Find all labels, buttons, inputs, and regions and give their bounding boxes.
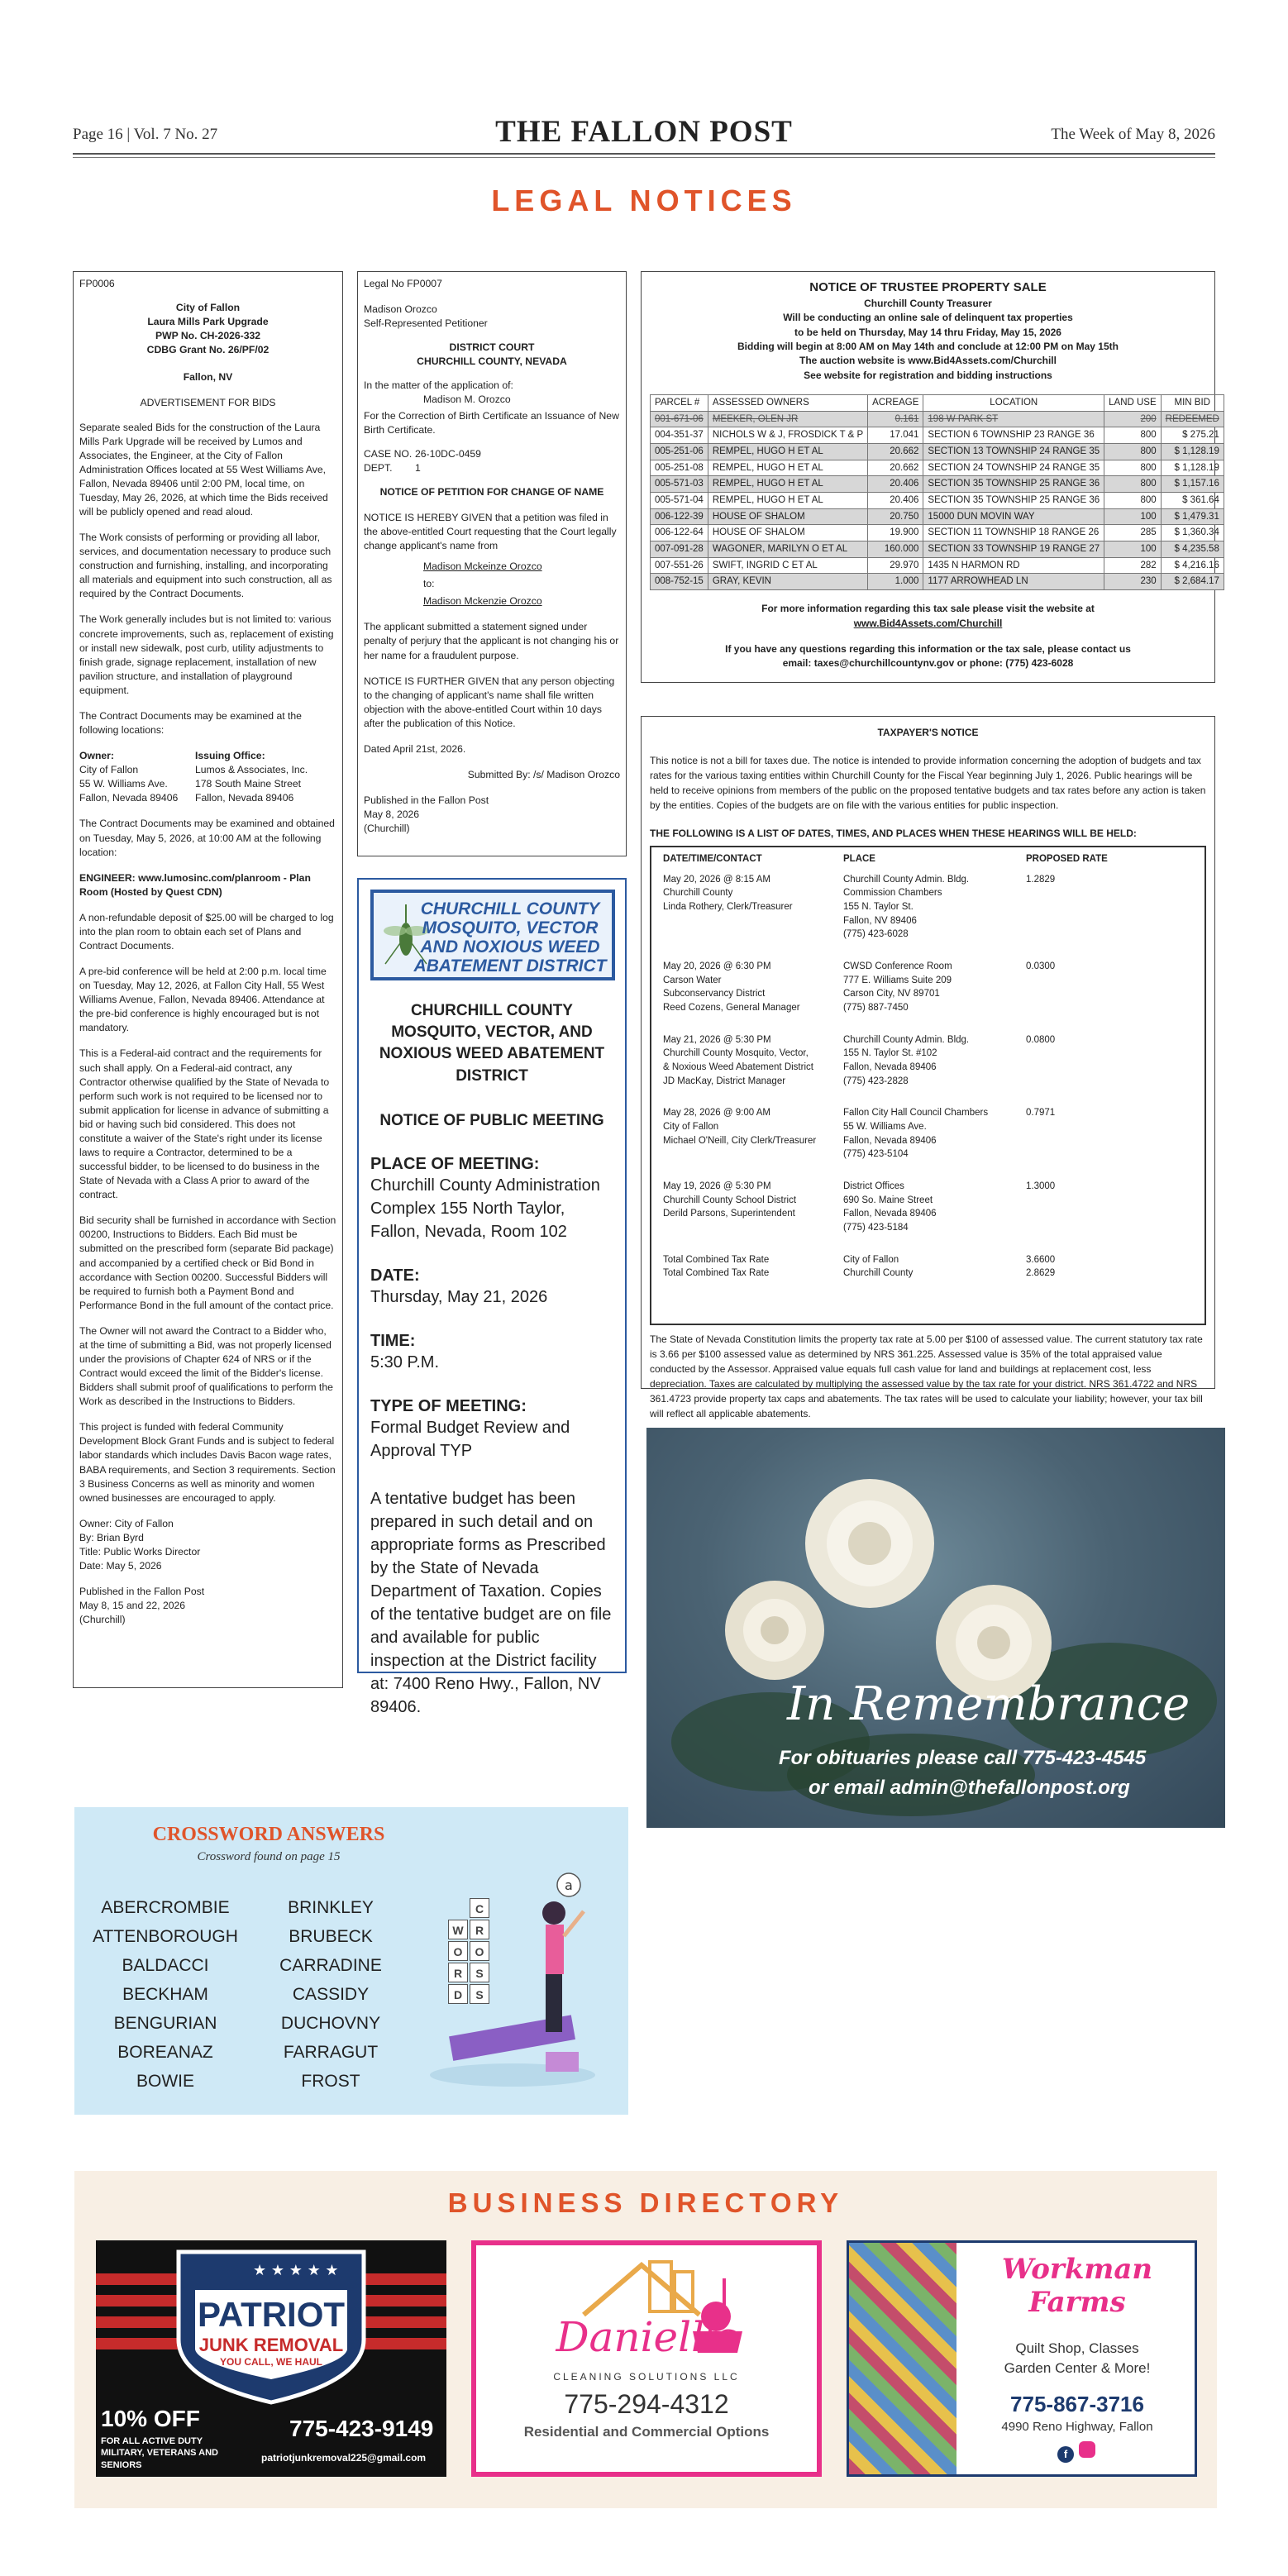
table-cell: 006-122-39 (651, 508, 708, 525)
signature-line: Date: May 5, 2026 (79, 1560, 162, 1572)
table-cell: $ 1,157.16 (1161, 476, 1224, 493)
logo-line: MOSQUITO, VECTOR (422, 918, 599, 937)
daniells-cleaning-ad[interactable] (471, 2240, 822, 2477)
patriot-discount-terms: FOR ALL ACTIVE DUTY MILITARY, VETERANS AND SENIORS (101, 2436, 218, 2470)
letter-tile: O (470, 1941, 489, 1961)
submitted-by: Submitted By: /s/ Madison Orozco (467, 769, 620, 781)
answers-column-1 (91, 1893, 240, 2096)
petitioner-name: Madison Orozco (364, 303, 437, 316)
case-value: 26-10DC-0459 (415, 447, 481, 460)
table-cell: 1177 ARROWHEAD LN (923, 574, 1104, 590)
title-line: Laura Mills Park Upgrade (147, 316, 269, 328)
table-cell: 200 (1104, 411, 1162, 427)
from-name: Madison Mckeinze Orozco (423, 561, 542, 573)
hearing-cell: May 19, 2026 @ 5:30 PM Churchill County School District Derild Parsons, Superintendent (663, 1181, 797, 1219)
table-cell: 285 (1104, 525, 1162, 541)
letter-tile: S (470, 1963, 489, 1982)
hearing-cell: 1.2829 (1026, 874, 1056, 885)
table-cell: 800 (1104, 444, 1162, 460)
table-row (651, 444, 1224, 460)
table-row (651, 557, 1224, 574)
answer-word: BALDACCI (122, 1956, 209, 1975)
table-header-row (651, 395, 1224, 412)
time-label: TIME: (370, 1331, 416, 1350)
total-rate-cell: 2.8629 (1026, 1268, 1056, 1279)
table-cell: 005-571-03 (651, 476, 708, 493)
paragraph: This project is funded with federal Community Development Block Grant Funds and is subject to federal labor standards which includes Davis Bacon wage rates, BABA requirements, and Section 3 requirements. Section 3 Business Concerns as well as minority and women owned businesses are encouraged to apply. (79, 1421, 336, 1504)
paragraph: Bid security shall be furnished in accordance with Section 00200, Instructions to Bidders. Each Bid must be submitted on the prescribed form (separate Bid package) and accompanied by a certified check or Bid Bond in accordance with Section 00200. Successful Bidders will be required to furnish both a Payment Bond and Performance Bond in the full amount of the contact price. (79, 1214, 336, 1311)
table-cell: 15000 DUN MOVIN WAY (923, 508, 1104, 525)
applicant-name: Madison M. Orozco (423, 394, 511, 406)
table-row (651, 574, 1224, 590)
column-header: PROPOSED RATE (1026, 854, 1108, 864)
hearing-cell: Fallon City Hall Council Chambers 55 W. Williams Ave. Fallon, Nevada 89406 (775) 423-5104 (843, 1108, 989, 1160)
date-value: Thursday, May 21, 2026 (370, 1287, 548, 1306)
answer-word: ATTENBOROUGH (93, 1927, 238, 1946)
table-cell: WAGONER, MARILYN O ET AL (708, 541, 867, 558)
table-cell: $ 275.21 (1161, 427, 1224, 444)
table-cell: 100 (1104, 541, 1162, 558)
hearing-cell: May 20, 2026 @ 6:30 PM Carson Water Subconservancy District Reed Cozens, General Manager (663, 961, 800, 1014)
header-rule-thin (73, 157, 1215, 158)
table-cell: 005-251-08 (651, 460, 708, 476)
answer-word: FARRAGUT (283, 2043, 379, 2062)
hearing-cell: 0.0300 (1026, 961, 1056, 972)
place-value: Churchill County Administration Complex 155 North Taylor, Fallon, Nevada, Room 102 (370, 1176, 600, 1241)
owner-label: Owner: (79, 750, 114, 762)
notice-text: NOTICE IS HEREBY GIVEN that a petition was filed in the above-entitled Court requesting that the Court legally change applicant's name from (364, 511, 617, 552)
court-name: DISTRICT COURT (449, 341, 535, 354)
column-header: DATE/TIME/CONTACT (663, 854, 762, 864)
table-row (651, 411, 1224, 427)
table-cell: 19.900 (868, 525, 923, 541)
obituary-phone-line: For obituaries please call 775-423-4545 (779, 1747, 1147, 1769)
notice-title-block (79, 301, 336, 357)
column-header: LAND USE (1104, 395, 1162, 412)
matter-line: In the matter of the application of: (364, 379, 513, 392)
signature-line: Owner: City of Fallon (79, 1517, 174, 1529)
table-cell: 100 (1104, 508, 1162, 525)
answer-word: BRINKLEY (288, 1898, 374, 1917)
patriot-phone: 775-423-9149 (289, 2416, 434, 2441)
table-cell: REMPEL, HUGO H ET AL (708, 460, 867, 476)
table-cell: 282 (1104, 557, 1162, 574)
trustee-line: to be held on Thursday, May 14 thru Friday, May 15, 2026 (794, 326, 1061, 338)
paragraph: This is a Federal-aid contract and the requirements for such shall apply. On a Federal-aid contract, any Contractor otherwise qualified by the State of Nevada to perform such work is not required to be licensed nor to submit application for license in advance of submitting a bid or having such bid considered. This does not constitute a waiver of the State's right under its license laws to require a Contractor, determined to be a successful bidder, to be licensed to do business in the State of Nevada with a Class A prior to award of the contract. (79, 1047, 330, 1201)
owner-block (79, 749, 195, 805)
table-cell: 198 W PARK ST (923, 411, 1104, 427)
table-row (651, 476, 1224, 493)
letter-tile: O (448, 1941, 468, 1961)
letter-tile: R (470, 1920, 489, 1939)
hearings-table (650, 846, 1206, 1325)
facebook-icon[interactable]: f (1057, 2446, 1074, 2463)
table-row (651, 525, 1224, 541)
dept-value: 1 (415, 461, 421, 474)
table-cell: 20.406 (868, 493, 923, 509)
total-rate-cell: Total Combined Tax Rate (663, 1254, 770, 1265)
patriot-discount: 10% OFF (101, 2406, 200, 2431)
issuing-line: Fallon, Nevada 89406 (195, 792, 294, 804)
table-cell: 20.406 (868, 476, 923, 493)
budget-text: A tentative budget has been prepared in such detail and on appropriate forms as Prescribed by the State of Nevada Department of Taxation. Copies of the tentative budget are on file and available for public inspection at the District facility at: 7400 Reno Hwy., Fallon, NV 89406. (370, 1489, 612, 1716)
answer-word: BENGURIAN (113, 2014, 217, 2033)
table-cell: 160.000 (868, 541, 923, 558)
name-from (364, 560, 620, 574)
workman-farms-ad[interactable] (847, 2240, 1197, 2477)
table-cell: 20.662 (868, 460, 923, 476)
title-line: City of Fallon (175, 302, 241, 314)
table-cell: NICHOLS W & J, FROSDICK T & P (708, 427, 867, 444)
answer-word: FROST (301, 2072, 360, 2091)
advertisement-heading: ADVERTISEMENT FOR BIDS (140, 397, 276, 409)
quilt-garden-photo (849, 2243, 956, 2474)
column-header: MIN BID (1161, 395, 1224, 412)
answer-word: CASSIDY (292, 1985, 370, 2004)
table-cell: 29.970 (868, 557, 923, 574)
table-cell: 004-351-37 (651, 427, 708, 444)
workman-address: 4990 Reno Highway, Fallon (1001, 2420, 1153, 2434)
trustee-title: NOTICE OF TRUSTEE PROPERTY SALE (809, 280, 1047, 294)
paragraph: The Contract Documents may be examined at the following locations: (79, 709, 302, 737)
taxpayer-title: TAXPAYER'S NOTICE (877, 727, 979, 738)
answer-word: ABERCROMBIE (101, 1898, 230, 1917)
publication-block (79, 1585, 336, 1627)
patriot-tagline: YOU CALL, WE HAUL (220, 2356, 322, 2368)
type-value: Formal Budget Review and Approval TYP (370, 1418, 570, 1460)
trustee-sub: Churchill County Treasurer (864, 297, 992, 309)
notice-title: NOTICE OF PETITION FOR CHANGE OF NAME (379, 485, 604, 498)
case-number-row (364, 447, 620, 461)
hearing-row (663, 1033, 1193, 1089)
name-to (364, 594, 620, 608)
in-remembrance-ad (646, 1428, 1225, 1828)
table-cell: 006-122-64 (651, 525, 708, 541)
workman-name: Workman (1001, 2253, 1153, 2286)
answer-word: BRUBECK (289, 1927, 373, 1946)
answer-word: CARRADINE (279, 1956, 382, 1975)
further-notice: NOTICE IS FURTHER GIVEN that any person objecting to the changing of applicant's name shall file written objection with the above-entitled Court within 10 days after the publication of this Notice. (364, 675, 615, 729)
hearings-header-row (663, 852, 1193, 866)
table-cell: 20.662 (868, 444, 923, 460)
table-cell: SECTION 24 TOWNSHIP 24 RANGE 35 (923, 460, 1104, 476)
daniells-description: Residential and Commercial Options (523, 2424, 770, 2440)
table-cell: SECTION 11 TOWNSHIP 18 RANGE 26 (923, 525, 1104, 541)
paragraph: The Owner will not award the Contract to a Bidder who, at the time of submitting a Bid, was not properly licensed under the provisions of Chapter 624 of NRS or if the Contract would exceed the limit of the Bidder's license. Bidders shall submit proof of qualifications to perform the Work as described in the Instructions to Bidders. (79, 1324, 333, 1408)
patriot-subname: JUNK REMOVAL (198, 2335, 344, 2355)
table-cell: 1435 N HARMON RD (923, 557, 1104, 574)
table-row (651, 493, 1224, 509)
business-directory (74, 2171, 1217, 2508)
publication-line: May 8, 15 and 22, 2026 (79, 1600, 186, 1612)
table-row (651, 460, 1224, 476)
table-row (651, 427, 1224, 444)
more-info-line: For more information regarding this tax sale please visit the website at (761, 603, 1095, 615)
total-rate-row (663, 1267, 1193, 1281)
table-cell: 001-671-06 (651, 411, 708, 427)
signature-block (79, 1517, 336, 1573)
trustee-line: Bidding will begin at 8:00 AM on May 14th and conclude at 12:00 PM on May 15th (737, 340, 1119, 352)
legal-notice-fp0007 (357, 271, 627, 856)
total-rate-cell: 3.6600 (1026, 1254, 1056, 1265)
workman-name-2: Farms (1028, 2286, 1126, 2319)
total-rate-row (663, 1253, 1193, 1267)
notice-place: Fallon, NV (183, 371, 233, 384)
section-title-legal-notices: LEGAL NOTICES (491, 184, 797, 217)
daniells-phone: 775-294-4312 (564, 2389, 729, 2419)
social-icons (1057, 2441, 1095, 2463)
notice-heading: NOTICE OF PUBLIC MEETING (379, 1111, 604, 1129)
table-cell: 800 (1104, 493, 1162, 509)
table-cell: $ 1,360.34 (1161, 525, 1224, 541)
table-cell: $ 2,684.17 (1161, 574, 1224, 590)
remembrance-title: In Remembrance (787, 1677, 1190, 1731)
trustee-line: The auction website is www.Bid4Assets.com/Churchill (799, 355, 1057, 367)
place-label: PLACE OF MEETING: (370, 1154, 540, 1173)
legal-notice-fp0006 (73, 271, 343, 1688)
table-cell: $ 1,128.19 (1161, 444, 1224, 460)
answer-word: BECKHAM (122, 1985, 208, 2004)
tax-rate-explanation: The State of Nevada Constitution limits the property tax rate at 5.00 per $100 of assessed value. The current statutory tax rate is 3.66 per $100 assessed value as determined by NRS 361.225. Assessed value is 35% of the total appraised value conducted by the Assessor. Appraised value equals full cash value for land and buildings at replacement cost, less depreciation. Taxes are calculated by multiplying the assessed value by the tax rate for your district. NRS 361.4722 and NRS 361.4723 provide property tax caps and abatements. The tax rates will be used to calculate your liability; however, your tax bill will reflect all applicable abatements. (650, 1333, 1203, 1419)
hearing-cell: 0.7971 (1026, 1108, 1056, 1119)
publication-line: Published in the Fallon Post (364, 794, 489, 807)
table-cell: REMPEL, HUGO H ET AL (708, 444, 867, 460)
crossword-answers (74, 1807, 628, 2115)
hearing-cell: 0.0800 (1026, 1034, 1056, 1045)
table-cell: HOUSE OF SHALOM (708, 525, 867, 541)
trustee-sale-notice (641, 271, 1219, 683)
paragraph: Separate sealed Bids for the construction of the Laura Mills Park Upgrade will be received by Lumos and Associates, the Engineer, at the City of Fallon Administration Offices located at 55 West Williams Ave, Fallon, Nevada 89406 until 2:00 PM, local time, on Tuesday, May 26, 2026, at which time the Bids received will be publicly opened and read aloud. (79, 421, 328, 518)
table-cell: $ 4,235.58 (1161, 541, 1224, 558)
hearing-cell: Churchill County Admin. Bldg. Commission Chambers 155 N. Taylor St. Fallon, NV 89406 (775) 423-6028 (843, 874, 970, 940)
table-cell: 008-752-15 (651, 574, 708, 590)
dated: Dated April 21st, 2026. (364, 742, 466, 755)
table-cell: MEEKER, OLEN JR (708, 411, 867, 427)
table-cell: 800 (1104, 460, 1162, 476)
obituary-email-line: or email admin@thefallonpost.org (809, 1777, 1130, 1799)
hearing-row (663, 1180, 1193, 1235)
issuing-block (195, 749, 308, 805)
logo-line: CHURCHILL COUNTY (420, 899, 600, 918)
instagram-icon[interactable] (1079, 2441, 1095, 2458)
table-cell: 800 (1104, 427, 1162, 444)
column-header: ASSESSED OWNERS (708, 395, 867, 412)
letter-tile: D (448, 1984, 468, 2004)
table-cell: 800 (1104, 476, 1162, 493)
hearing-cell: 1.3000 (1026, 1181, 1056, 1192)
header-rule (73, 153, 1215, 155)
mosquito-district-notice (357, 878, 627, 1716)
letter-tile: R (448, 1963, 468, 1982)
patriot-email: patriotjunkremoval225@gmail.com (261, 2452, 427, 2464)
letter-tile: C (470, 1898, 489, 1918)
contact-locations (79, 749, 336, 805)
contact-line: email: taxes@churchillcountynv.gov or phone: (775) 423-6028 (782, 657, 1074, 670)
workman-description-2: Garden Center & More! (1004, 2360, 1151, 2376)
daniells-name: Daniell's (556, 2313, 737, 2361)
signature-line: By: Brian Byrd (79, 1531, 144, 1543)
publication-line: Published in the Fallon Post (79, 1586, 205, 1598)
publication-line: (Churchill) (79, 1614, 126, 1626)
table-cell: $ 4,216.16 (1161, 557, 1224, 574)
logo-line: ABATEMENT DISTRICT (413, 956, 607, 976)
title-line: CDBG Grant No. 26/PF/02 (146, 344, 270, 356)
total-rate-cell: Churchill County (843, 1268, 914, 1279)
signature-line: Title: Public Works Director (79, 1545, 201, 1558)
issuing-line: Lumos & Associates, Inc. (195, 764, 308, 776)
hearing-row (663, 1106, 1193, 1162)
to-label: to: (423, 578, 435, 590)
logo-text (408, 899, 612, 976)
notice-id: Legal No FP0007 (364, 278, 442, 289)
column-header: ACREAGE (868, 395, 923, 412)
issue-date: The Week of May 8, 2026 (1051, 126, 1215, 143)
letter-tile: S (470, 1984, 489, 2004)
tax-sale-table (650, 394, 1224, 590)
table-cell: 1.000 (868, 574, 923, 590)
publication-block (364, 794, 620, 836)
taxpayer-intro: This notice is not a bill for taxes due. The notice is intended to provide information concerning the adoption of budgets and tax rates for the various taxing entities within Churchill County for the Fiscal Year beginning July 1, 2026. Public hearings will be held to receive opinions from members of the public on the proposed tentative budgets and tax rates before any action is taken by the entities. Copies of the budgets are on file with the various entities for public inspection. (650, 755, 1206, 811)
answer-word: BOREANAZ (117, 2043, 213, 2062)
table-cell: $ 361.64 (1161, 493, 1224, 509)
engineer-line: ENGINEER: www.lumosinc.com/planroom - Plan Room (Hosted by Quest CDN) (79, 871, 311, 898)
auction-link[interactable]: www.Bid4Assets.com/Churchill (853, 617, 1003, 629)
questions-line: If you have any questions regarding this information or the tax sale, please contact us (725, 642, 1131, 655)
court-county: CHURCHILL COUNTY, NEVADA (417, 355, 567, 368)
table-cell: SECTION 13 TOWNSHIP 24 RANGE 35 (923, 444, 1104, 460)
petitioner-status: Self-Represented Petitioner (364, 317, 488, 330)
column-header: PLACE (843, 854, 875, 864)
table-cell: 0.161 (868, 411, 923, 427)
title-line: PWP No. CH-2026-332 (155, 330, 261, 342)
table-cell: GRAY, KEVIN (708, 574, 867, 590)
hearing-cell: District Offices 690 So. Maine Street Fallon, Nevada 89406 (775) 423-5184 (843, 1181, 937, 1233)
dept-label: DEPT. (364, 461, 393, 474)
table-cell: SECTION 33 TOWNSHIP 19 RANGE 27 (923, 541, 1104, 558)
affirmation: The applicant submitted a statement signed under penalty of perjury that the applicant is not changing his or her name for a fraudulent purpose. (364, 621, 619, 661)
table-cell: 005-251-06 (651, 444, 708, 460)
hearing-cell: Churchill County Admin. Bldg. 155 N. Taylor St. #102 Fallon, Nevada 89406 (775) 423-2828 (843, 1034, 970, 1086)
table-row (651, 508, 1224, 525)
paragraph: A non-refundable deposit of $25.00 will be charged to log into the plan room to obtain each set of Plans and Contract Documents. (79, 911, 334, 952)
hearing-cell: May 21, 2026 @ 5:30 PM Churchill County Mosquito, Vector, & Noxious Weed Abatement District JD MacKay, District Manager (663, 1034, 813, 1086)
daniells-subname: CLEANING SOLUTIONS LLC (553, 2371, 740, 2383)
workman-phone: 775-867-3716 (1010, 2392, 1144, 2416)
meeting-details (370, 1155, 613, 1719)
masthead-title: THE FALLON POST (495, 115, 793, 149)
paragraph: The Contract Documents may be examined and obtained on Tuesday, May 5, 2026, at 10:00 AM at the following location: (79, 818, 335, 858)
table-row (651, 541, 1224, 558)
district-logo (370, 890, 615, 980)
table-cell: $ 1,479.31 (1161, 508, 1224, 525)
hearing-cell: May 20, 2026 @ 8:15 AM Churchill County Linda Rothery, Clerk/Treasurer (663, 874, 793, 913)
issuing-line: 178 South Maine Street (195, 778, 302, 790)
letter-tile: W (448, 1920, 468, 1939)
patriot-name: PATRIOT (197, 2295, 346, 2334)
table-cell: 007-091-28 (651, 541, 708, 558)
patriot-junk-removal-ad[interactable] (96, 2240, 446, 2477)
directory-title: BUSINESS DIRECTORY (447, 2187, 844, 2218)
column-header: LOCATION (923, 395, 1104, 412)
table-cell: REDEEMED (1161, 411, 1224, 427)
logo-line: AND NOXIOUS WEED (420, 937, 600, 956)
case-label: CASE NO. (364, 447, 413, 460)
hearings-heading: THE FOLLOWING IS A LIST OF DATES, TIMES, AND PLACES WHEN THESE HEARINGS WILL BE HELD: (650, 828, 1137, 839)
hearing-row (663, 873, 1193, 942)
total-rate-cell: Total Combined Tax Rate (663, 1268, 770, 1279)
table-cell: 005-571-04 (651, 493, 708, 509)
dept-row (364, 461, 620, 475)
publication-line: (Churchill) (364, 823, 410, 835)
column-header: PARCEL # (651, 395, 708, 412)
trustee-line: Will be conducting an online sale of delinquent tax properties (783, 312, 1073, 324)
table-cell: 230 (1104, 574, 1162, 590)
table-cell: 17.041 (868, 427, 923, 444)
table-cell: SECTION 6 TOWNSHIP 23 RANGE 36 (923, 427, 1104, 444)
page-info: Page 16 | Vol. 7 No. 27 (73, 126, 218, 143)
answer-word: BOWIE (136, 2072, 194, 2091)
table-cell: REMPEL, HUGO H ET AL (708, 493, 867, 509)
table-cell: 20.750 (868, 508, 923, 525)
bubble-letter: a (565, 1877, 573, 1893)
table-cell: SECTION 35 TOWNSHIP 25 RANGE 36 (923, 493, 1104, 509)
svg-text:★ ★ ★ ★ ★: ★ ★ ★ ★ ★ (253, 2262, 339, 2279)
issuing-label: Issuing Office: (195, 750, 265, 762)
answer-word: DUCHOVNY (280, 2014, 381, 2033)
district-title: CHURCHILL COUNTY MOSQUITO, VECTOR, AND NOXIOUS WEED ABATEMENT DISTRICT (379, 1002, 605, 1085)
owner-line: 55 W. Williams Ave. (79, 778, 168, 790)
notice-id: FP0006 (79, 278, 115, 289)
paragraph: The Work generally includes but is not limited to: various concrete improvements, such as, replacement of existing or install new sidewalk, post curb, utility adjustments to finish grade, signage replacement, installation of new pavilion structure, and installation of playground equipment. (79, 613, 334, 696)
taxpayer-notice (641, 716, 1215, 1419)
to-name: Madison Mckenzie Orozco (423, 595, 542, 608)
paragraph: The Work consists of performing or providing all labor, services, and documentation necessary to produce such construction and furnishing, installing, and incorporating all materials and equipment into such construction, all as required by the Contract Documents. (79, 532, 332, 600)
type-label: TYPE OF MEETING: (370, 1396, 527, 1415)
time-value: 5:30 P.M. (370, 1352, 440, 1371)
paragraph: A pre-bid conference will be held at 2:00 p.m. local time on Tuesday, May 12, 2026, at Fallon City Hall, 55 West Williams Avenue, Fallon, Nevada 89406. Attendance at the pre-bid conference is highly encouraged but is not mandatory. (79, 966, 327, 1034)
table-cell: 007-551-26 (651, 557, 708, 574)
table-cell: SECTION 35 TOWNSHIP 25 RANGE 36 (923, 476, 1104, 493)
date-label: DATE: (370, 1266, 420, 1285)
crossword-subtitle: Crossword found on page 15 (197, 1850, 341, 1863)
table-cell: $ 1,128.19 (1161, 460, 1224, 476)
table-cell: SWIFT, INGRID C ET AL (708, 557, 867, 574)
workman-description: Quilt Shop, Classes (1015, 2340, 1139, 2356)
hearing-cell: CWSD Conference Room 777 E. Williams Suite 209 Carson City, NV 89701 (775) 887-7450 (843, 961, 952, 1014)
hearing-row (663, 960, 1193, 1015)
crossword-title: CROSSWORD ANSWERS (152, 1824, 385, 1845)
owner-line: Fallon, Nevada 89406 (79, 792, 179, 804)
answers-column-2 (265, 1893, 397, 2096)
publication-line: May 8, 2026 (364, 809, 420, 821)
hearing-cell: May 28, 2026 @ 9:00 AM City of Fallon Michael O'Neill, City Clerk/Treasurer (663, 1108, 817, 1146)
owner-line: City of Fallon (79, 764, 139, 776)
total-rate-cell: City of Fallon (843, 1254, 899, 1265)
table-cell: REMPEL, HUGO H ET AL (708, 476, 867, 493)
correction-text: For the Correction of Birth Certificate an Issuance of New Birth Certificate. (364, 409, 619, 436)
trustee-line: See website for registration and bidding instructions (804, 369, 1052, 381)
table-cell: HOUSE OF SHALOM (708, 508, 867, 525)
